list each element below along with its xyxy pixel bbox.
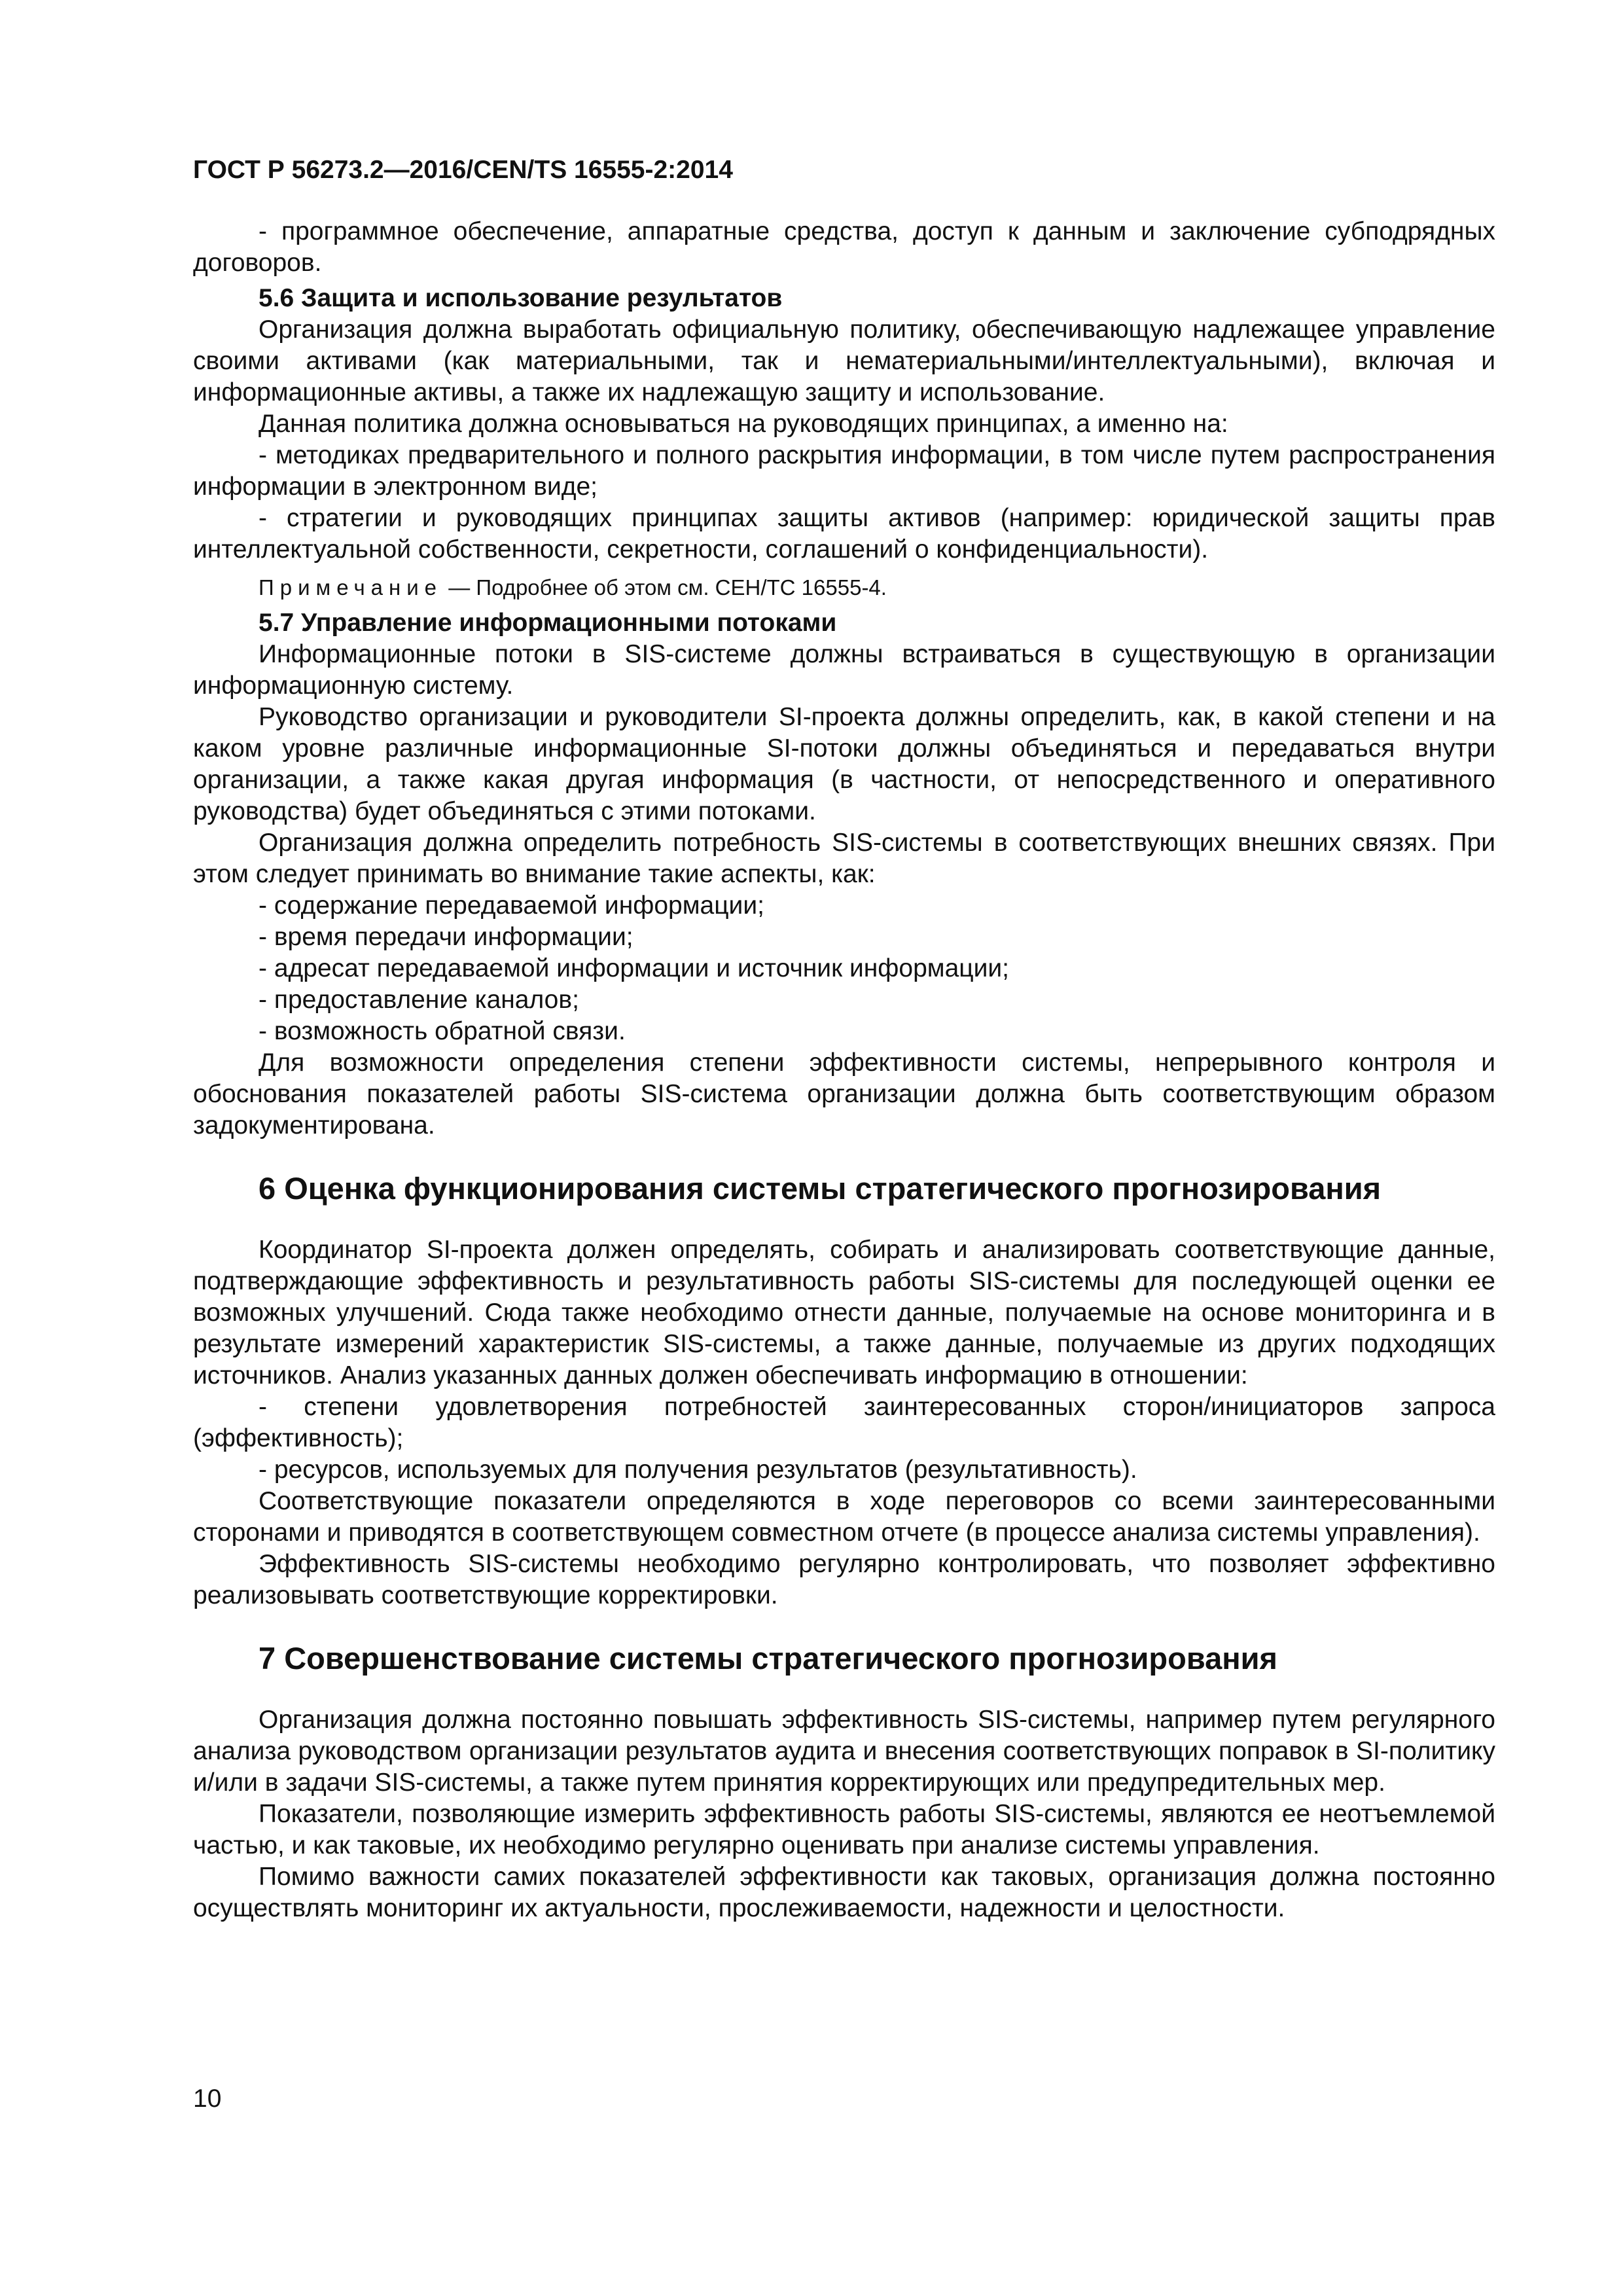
paragraph: Координатор SI-проекта должен определять, собирать и анализировать соответствующие данные, подтверждающие эффективность и результативность работы SIS-системы для последующей оценки ее возможных улучшений. Сюда также необходимо отнести данные, получаемые на основе мониторинга и в результате измерений характеристик SIS-системы, а также данные, получаемые из других подходящих источников. Анализ указанных данных должен обеспечивать информацию в отношении: xyxy=(193,1236,1495,1390)
paragraph: Эффективность SIS-системы необходимо регулярно контролировать, что позволяет эффективно реализовывать соответствующие корректировки. xyxy=(193,1550,1495,1609)
document-header: ГОСТ Р 56273.2—2016/CEN/TS 16555-2:2014 xyxy=(193,156,733,184)
list-item: - адресат передаваемой информации и источник информации; xyxy=(259,954,1010,982)
paragraph: Информационные потоки в SIS-системе должны встраиваться в существующую в организации информационную систему. xyxy=(193,640,1495,700)
note-label: Примечание xyxy=(259,575,443,600)
paragraph: Показатели, позволяющие измерить эффективность работы SIS-системы, являются ее неотъемлемой частью, и как таковые, их необходимо регулярно оценивать при анализе системы управления. xyxy=(193,1800,1495,1859)
note xyxy=(193,572,1495,603)
note-text: — Подробнее об этом см. СЕН/ТС 16555-4. xyxy=(448,575,887,600)
section-6-title: 6 Оценка функционирования системы стратегического прогнозирования xyxy=(259,1171,1382,1206)
paragraph: Помимо важности самих показателей эффективности как таковых, организация должна постоянно осуществлять мониторинг их актуальности, прослеживаемости, надежности и целостности. xyxy=(193,1863,1495,1922)
paragraph: - ресурсов, используемых для получения результатов (результативность). xyxy=(259,1456,1137,1484)
section-5-6-title: 5.6 Защита и использование результатов xyxy=(259,284,783,312)
paragraph: Для возможности определения степени эффективности системы, непрерывного контроля и обоснования показателей работы SIS-система организации должна быть соответствующим образом задокументирована. xyxy=(193,1049,1495,1139)
paragraph: - методиках предварительного и полного раскрытия информации, в том числе путем распространения информации в электронном виде; xyxy=(193,441,1495,501)
list-item: - предоставление каналов; xyxy=(259,986,579,1014)
paragraph: Руководство организации и руководители SI-проекта должны определить, как, в какой степени и на каком уровне различные информационные SI-потоки должны объединяться и передаваться внутри организации, а также какая другая информация (в частности, от непосредственного и оперативного руководства) будет объединяться с этими потоками. xyxy=(193,703,1495,825)
document-page xyxy=(193,151,1495,1924)
list-item: - время передачи информации; xyxy=(259,923,633,951)
list-item: - содержание передаваемой информации; xyxy=(259,891,764,920)
paragraph: - степени удовлетворения потребностей заинтересованных сторон/инициаторов запроса (эффективность); xyxy=(193,1393,1495,1452)
paragraph: - программное обеспечение, аппаратные средства, доступ к данным и заключение субподрядных договоров. xyxy=(193,217,1495,277)
paragraph: Данная политика должна основываться на руководящих принципах, а именно на: xyxy=(259,410,1228,438)
list-item: - возможность обратной связи. xyxy=(259,1017,626,1045)
page-number: 10 xyxy=(193,2085,222,2113)
paragraph: - стратегии и руководящих принципах защиты активов (например: юридической защиты прав интеллектуальной собственности, секретности, соглашений о конфиденциальности). xyxy=(193,504,1495,564)
paragraph: Организация должна выработать официальную политику, обеспечивающую надлежащее управление своими активами (как материальными, так и нематериальными/интеллектуальными), включая и информационные активы, а также их надлежащую защиту и использование. xyxy=(193,315,1495,406)
section-7-title: 7 Совершенствование системы стратегического прогнозирования xyxy=(259,1641,1277,1676)
section-5-7-title: 5.7 Управление информационными потоками xyxy=(259,609,837,637)
paragraph: Организация должна постоянно повышать эффективность SIS-системы, например путем регулярного анализа руководством организации результатов аудита и внесения соответствующих поправок в SI-политику и/или в задачи SIS-системы, а также путем принятия корректирующих или предупредительных мер. xyxy=(193,1706,1495,1797)
paragraph: Соответствующие показатели определяются в ходе переговоров со всеми заинтересованными сторонами и приводятся в соответствующем совместном отчете (в процессе анализа системы управления). xyxy=(193,1487,1495,1547)
paragraph: Организация должна определить потребность SIS-системы в соответствующих внешних связях. При этом следует принимать во внимание такие аспекты, как: xyxy=(193,829,1495,888)
